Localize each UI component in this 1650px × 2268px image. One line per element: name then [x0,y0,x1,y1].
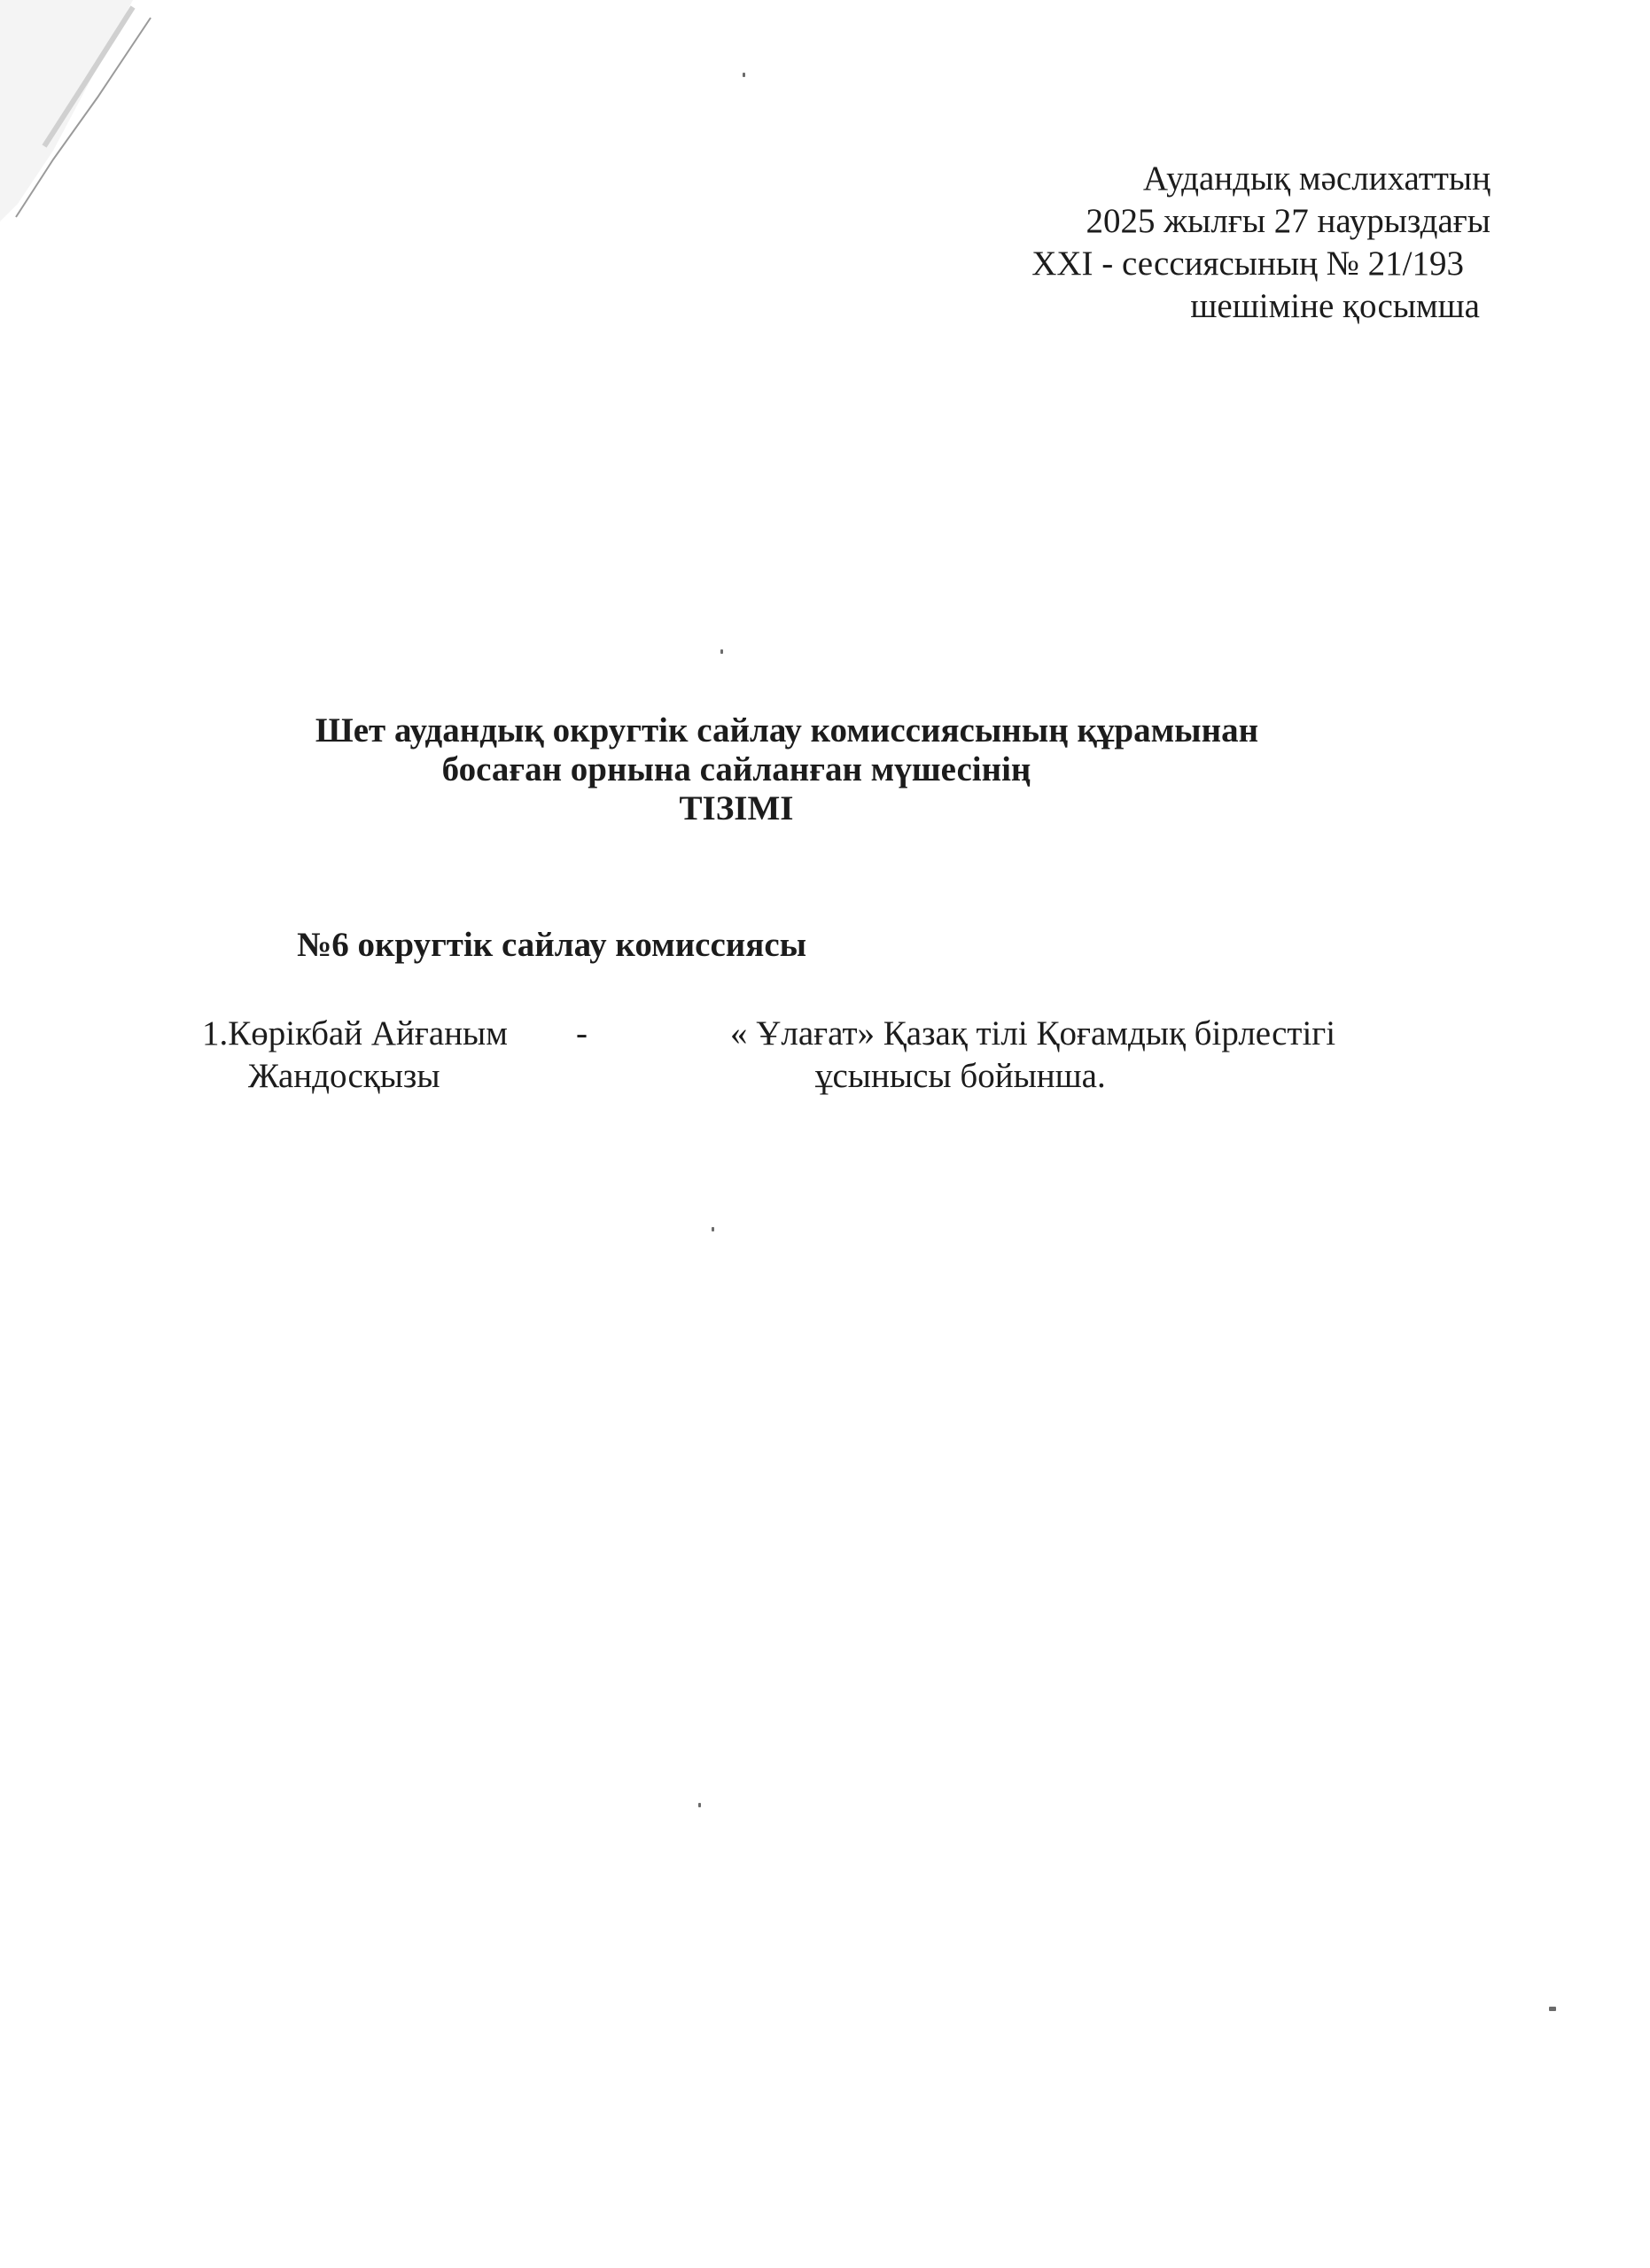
list-item [202,1013,1478,1119]
member-full-name: 1.Көрікбай Айғаным [202,1014,508,1052]
nomination-line-2: ұсынысы бойынша. [815,1057,1106,1095]
header-line-3: XXI - сессиясының № 21/193 [1031,245,1464,283]
scan-speck [720,649,723,654]
header-line-1: Аудандық мәслихаттың [1142,159,1490,198]
scan-speck [712,1227,714,1231]
member-separator-dash: - [576,1014,588,1052]
member-patronymic: Жандосқызы [248,1057,440,1095]
title-line-1: Шет аудандық округтік сайлау комиссиясының құрамынан [315,711,1259,750]
document-title [0,711,1650,828]
appendix-header [1031,158,1490,328]
title-line-3: ТІЗІМІ [679,789,794,827]
section-heading: №6 округтік сайлау комиссиясы [297,926,807,964]
scan-speck [1549,2007,1556,2011]
scan-speck [698,1803,701,1807]
member-nomination [730,1013,1335,1098]
header-line-2: 2025 жылғы 27 наурыздағы [1086,202,1490,240]
scan-fold-mark [0,0,168,230]
header-line-4: шешіміне қосымша [1190,287,1480,325]
nomination-line-1: « Ұлағат» Қазақ тілі Қоғамдық бірлестігі [730,1014,1336,1052]
member-name [202,1013,508,1098]
title-line-2: босаған орнына сайланған мүшесінің [441,750,1031,788]
scan-speck [743,73,745,77]
